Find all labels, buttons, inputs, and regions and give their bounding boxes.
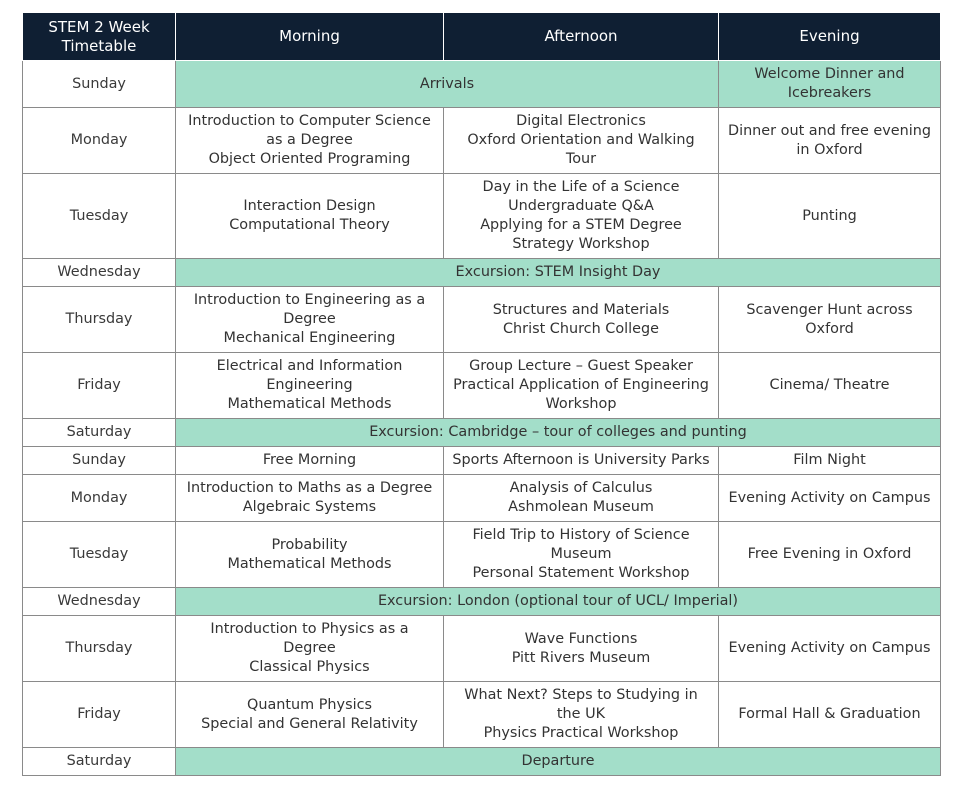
evening-cell: Formal Hall & Graduation (719, 682, 941, 748)
day-cell: Tuesday (23, 522, 176, 588)
day-cell: Friday (23, 353, 176, 419)
afternoon-cell: Day in the Life of a Science Undergraduate Q&A Applying for a STEM Degree Strategy Workshop (444, 174, 719, 259)
day-cell: Tuesday (23, 174, 176, 259)
day-cell: Wednesday (23, 259, 176, 287)
afternoon-cell: Analysis of Calculus Ashmolean Museum (444, 475, 719, 522)
day-cell: Monday (23, 108, 176, 174)
morning-cell: Quantum Physics Special and General Relativity (176, 682, 444, 748)
table-row (23, 259, 941, 287)
evening-cell: Punting (719, 174, 941, 259)
day-cell: Monday (23, 475, 176, 522)
morning-cell: Electrical and Information Engineering Mathematical Methods (176, 353, 444, 419)
evening-cell: Scavenger Hunt across Oxford (719, 287, 941, 353)
day-cell: Sunday (23, 61, 176, 108)
spanning-activity-cell: Arrivals (176, 61, 719, 108)
table-row (23, 522, 941, 588)
day-cell: Wednesday (23, 588, 176, 616)
evening-cell: Cinema/ Theatre (719, 353, 941, 419)
table-row (23, 61, 941, 108)
evening-cell: Film Night (719, 447, 941, 475)
morning-cell: Introduction to Physics as a Degree Classical Physics (176, 616, 444, 682)
morning-cell: Introduction to Maths as a Degree Algebraic Systems (176, 475, 444, 522)
table-row (23, 588, 941, 616)
evening-cell: Evening Activity on Campus (719, 616, 941, 682)
morning-cell: Probability Mathematical Methods (176, 522, 444, 588)
morning-cell: Interaction Design Computational Theory (176, 174, 444, 259)
afternoon-cell: Group Lecture – Guest Speaker Practical Application of Engineering Workshop (444, 353, 719, 419)
table-row (23, 287, 941, 353)
evening-cell: Welcome Dinner and Icebreakers (719, 61, 941, 108)
day-cell: Saturday (23, 748, 176, 776)
table-row (23, 475, 941, 522)
evening-header: Evening (719, 13, 941, 61)
evening-cell: Free Evening in Oxford (719, 522, 941, 588)
morning-cell: Introduction to Computer Science as a Degree Object Oriented Programing (176, 108, 444, 174)
day-cell: Thursday (23, 287, 176, 353)
afternoon-cell: Digital Electronics Oxford Orientation and Walking Tour (444, 108, 719, 174)
table-row (23, 174, 941, 259)
table-row (23, 748, 941, 776)
table-row (23, 353, 941, 419)
departure-cell: Departure (176, 748, 941, 776)
day-cell: Thursday (23, 616, 176, 682)
day-cell: Friday (23, 682, 176, 748)
morning-cell: Introduction to Engineering as a Degree Mechanical Engineering (176, 287, 444, 353)
excursion-cell: Excursion: Cambridge – tour of colleges and punting (176, 419, 941, 447)
excursion-cell: Excursion: London (optional tour of UCL/ Imperial) (176, 588, 941, 616)
day-cell: Sunday (23, 447, 176, 475)
evening-cell: Dinner out and free evening in Oxford (719, 108, 941, 174)
timetable (22, 12, 941, 776)
table-row (23, 682, 941, 748)
day-cell: Saturday (23, 419, 176, 447)
afternoon-cell: Structures and Materials Christ Church College (444, 287, 719, 353)
evening-cell: Evening Activity on Campus (719, 475, 941, 522)
header-row (23, 13, 941, 61)
afternoon-cell: Field Trip to History of Science Museum Personal Statement Workshop (444, 522, 719, 588)
afternoon-cell: Wave Functions Pitt Rivers Museum (444, 616, 719, 682)
table-row (23, 108, 941, 174)
table-row (23, 419, 941, 447)
table-row (23, 616, 941, 682)
afternoon-cell: Sports Afternoon is University Parks (444, 447, 719, 475)
excursion-cell: Excursion: STEM Insight Day (176, 259, 941, 287)
morning-cell: Free Morning (176, 447, 444, 475)
morning-header: Morning (176, 13, 444, 61)
afternoon-cell: What Next? Steps to Studying in the UK Physics Practical Workshop (444, 682, 719, 748)
table-row (23, 447, 941, 475)
afternoon-header: Afternoon (444, 13, 719, 61)
timetable-title: STEM 2 Week Timetable (23, 13, 176, 61)
